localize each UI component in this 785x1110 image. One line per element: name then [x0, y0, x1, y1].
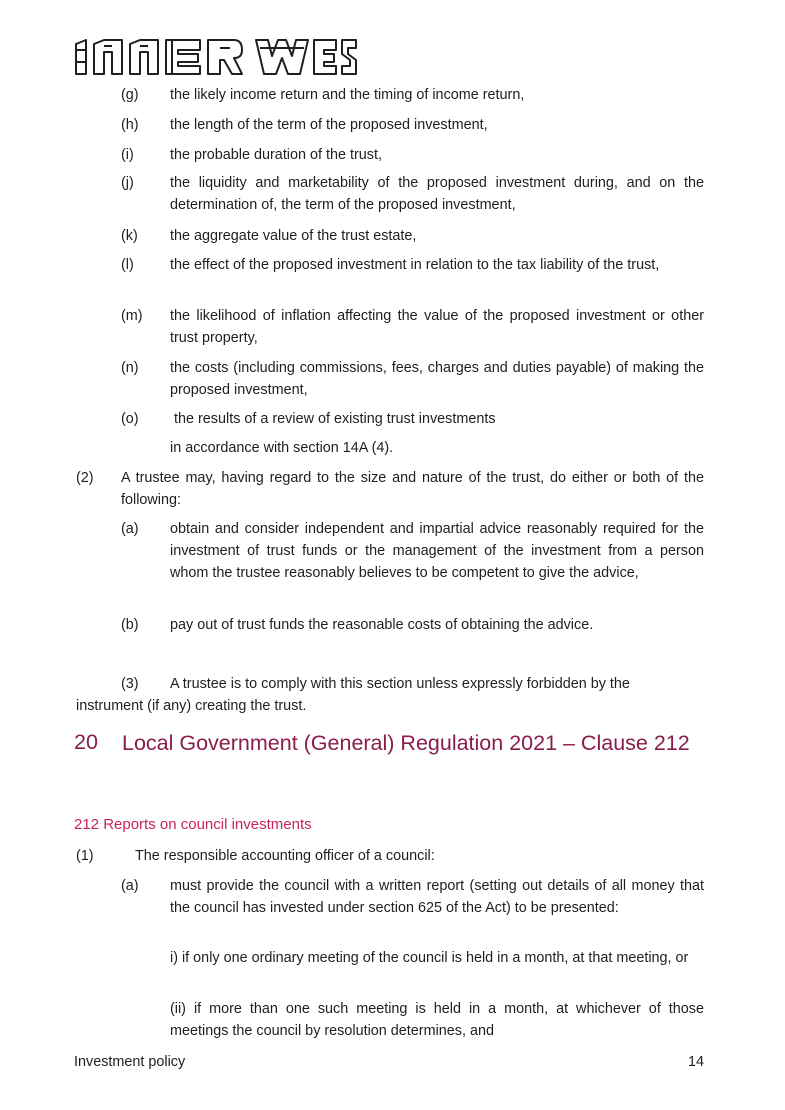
list-item — [0, 172, 785, 216]
list-item-label: (n) — [121, 360, 139, 376]
list-item-label: (j) — [121, 175, 134, 191]
subheading: 212 Reports on council investments — [74, 816, 312, 833]
list-item-text: the costs (including commissions, fees, charges and duties payable) of making the proposed investment, — [170, 360, 704, 398]
list-item — [0, 614, 785, 636]
list-item — [0, 84, 785, 106]
list-item-label: (o) — [121, 411, 139, 427]
heading-text: Local Government (General) Regulation 2021 – Clause 212 — [122, 731, 690, 755]
list-item-text: pay out of trust funds the reasonable costs of obtaining the advice. — [170, 617, 594, 633]
list-item-text: the likely income return and the timing of income return, — [170, 87, 525, 103]
list-item-text: obtain and consider independent and impartial advice reasonably required for the investment of trust funds or the management of the investment from a person whom the trustee reasonably believes to be competent to give the advice, — [170, 521, 704, 581]
heading-number: 20 — [74, 730, 98, 754]
list-item-text: the effect of the proposed investment in relation to the tax liability of the trust, — [170, 257, 660, 273]
list-item — [0, 408, 785, 430]
list-item-label: (g) — [121, 87, 139, 103]
list-item-label: (h) — [121, 117, 139, 133]
list-item — [0, 305, 785, 349]
list-item-text: must provide the council with a written report (setting out details of all money that the council has invested under section 625 of the Act) to be presented: — [170, 878, 704, 916]
list-item-label: (b) — [121, 617, 139, 633]
list-item-text: the probable duration of the trust, — [170, 147, 383, 163]
list-item-text: the results of a review of existing trust investments — [174, 411, 496, 427]
list-item — [0, 254, 785, 298]
list-item-label: (l) — [121, 257, 134, 273]
sub-item — [0, 947, 785, 991]
section-text: A trustee is to comply with this section unless expressly forbidden by the — [170, 676, 630, 692]
list-item — [0, 114, 785, 136]
list-item-label: (a) — [121, 878, 139, 894]
section-2 — [0, 467, 785, 511]
list-item — [0, 144, 785, 166]
footer-page-number: 14 — [688, 1054, 705, 1070]
section-label: (2) — [76, 470, 94, 486]
section-text: A trustee may, having regard to the size and nature of the trust, do either or both of the following: — [121, 470, 704, 508]
list-item-text: in accordance with section 14A (4). — [170, 440, 394, 456]
inner-west-logo — [74, 38, 366, 78]
sub-item — [0, 998, 785, 1042]
logo-lettering-icon — [74, 38, 366, 78]
list-item — [0, 357, 785, 401]
list-item-label: (k) — [121, 228, 138, 244]
list-item — [0, 225, 785, 247]
list-item — [0, 518, 785, 606]
sub-item-text: (ii) if more than one such meeting is held in a month, at whichever of those meetings the council by resolution determines, and — [170, 1001, 704, 1039]
list-item-text: the aggregate value of the trust estate, — [170, 228, 417, 244]
list-item-continuation — [0, 437, 785, 459]
list-item-text: the liquidity and marketability of the proposed investment during, and on the determination of, the term of the proposed investment, — [170, 175, 704, 213]
list-item-text: the length of the term of the proposed investment, — [170, 117, 488, 133]
clause-label: (1) — [76, 848, 94, 864]
clause-1 — [0, 845, 785, 867]
section-heading — [74, 726, 714, 792]
list-item-label: (a) — [121, 521, 139, 537]
footer-title: Investment policy — [74, 1054, 186, 1070]
sub-item-text: i) if only one ordinary meeting of the council is held in a month, at that meeting, or — [170, 950, 689, 966]
section-label: (3) — [121, 676, 139, 692]
section-3 — [0, 673, 785, 717]
clause-text: The responsible accounting officer of a council: — [135, 848, 435, 864]
section-continuation: instrument (if any) creating the trust. — [76, 698, 307, 714]
list-item-label: (i) — [121, 147, 134, 163]
list-item-label: (m) — [121, 308, 143, 324]
list-item — [0, 875, 785, 941]
list-item-text: the likelihood of inflation affecting the value of the proposed investment or other trust property, — [170, 308, 704, 346]
